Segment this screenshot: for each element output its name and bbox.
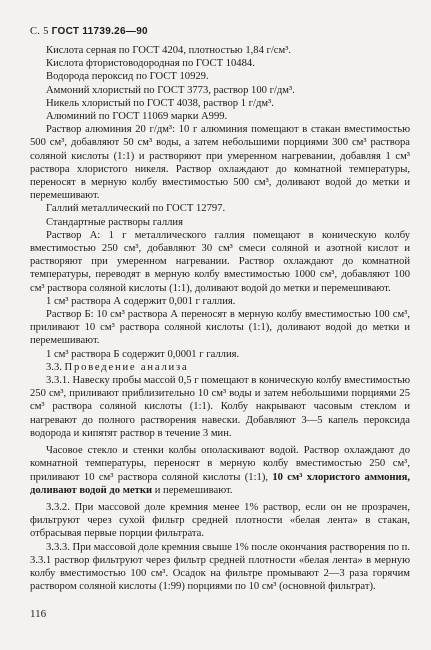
- reagent-line: Кислота фтористоводородная по ГОСТ 10484.: [46, 58, 255, 70]
- reagent-line: Кислота серная по ГОСТ 4204, плотностью 1,84 г/см³.: [46, 45, 292, 56]
- paragraph-3-3-2: 3.3.2. При массовой доле кремния менее 1% раствор, если он не прозрачен, фильтруют через сухой фильтр средней плотности «белая лента» в стакан, отбрасывая первые порции фильтрата.: [30, 501, 410, 540]
- document-body: [30, 44, 410, 593]
- page-number: 116: [30, 608, 47, 620]
- reagent-line: Аммоний хлористый по ГОСТ 3773, раствор 100 г/дм³.: [46, 84, 295, 96]
- wash-text-a: Часовое стекло и стенки колбы ополаскивают водой. Раствор охлаждают до комнатной температуры, переносят в мерную колбу вместимостью 250 см³, приливают 10 см³ раствора соляной кислоты (1:1),: [30, 445, 410, 483]
- paragraph-aluminium-solution: Раствор алюминия 20 г/дм³: 10 г алюминия помещают в стакан вместимостью 500 см³, добавляют 50 см³ воды, а затем небольшими порциями 300 см³ раствора соляной кислоты (1:1) и растворяют при умеренном нагревании, добавляя 1 см³ раствора хлористого никеля. Раствор охлаждают до комнатной температуры, переносят в мерную колбу вместимостью 500 см³, доливают водой до метки и перемешивают.: [30, 124, 410, 202]
- paragraph-3-3-3: 3.3.3. При массовой доле кремния свыше 1% после окончания растворения по п. 3.3.1 раствор фильтруют через фильтр средней плотности «белая лента» в мерную колбу вместимостью 100 см³. Осадок на фильтре промывают 2—3 раза горячим раствором соляной кислоты (1:99) порциями по 10 см³ (основной фильтрат).: [30, 541, 410, 593]
- wash-text-bold: 10 см³ хлористого аммония, доливают водой до метки: [30, 471, 411, 496]
- header-section: С. 5: [30, 26, 49, 37]
- reagent-line: Галлий металлический по ГОСТ 12797.: [46, 203, 226, 215]
- reagent-line: Алюминий по ГОСТ 11069 марки А999.: [46, 111, 228, 123]
- reagent-line: Никель хлористый по ГОСТ 4038, раствор 1 г/дм³.: [46, 97, 274, 109]
- page-header: [30, 26, 148, 37]
- section-title: Проведение анализа: [64, 361, 189, 373]
- reagent-line: Водорода пероксид по ГОСТ 10929.: [46, 71, 209, 83]
- wash-text-c: и перемешивают.: [152, 484, 233, 496]
- section-heading: [30, 361, 410, 374]
- paragraph-solution-a: Раствор А: 1 г металлического галлия помещают в коническую колбу вместимостью 250 см³, добавляют 30 см³ смеси соляной и азотной кислот и растворяют при умеренном нагревании. Раствор охлаждают до комнатной температуры, переводят в мерную колбу вместимостью 1000 см³, добавляют 100 см³ раствора соляной кислоты (1:1), доливают водой до метки и перемешивают.: [30, 229, 410, 294]
- header-standard: ГОСТ 11739.26—90: [51, 26, 148, 37]
- paragraph-3-3-1: 3.3.1. Навеску пробы массой 0,5 г помещают в коническую колбу вместимостью 250 см³, приливают приблизительно 10 см³ воды и затем небольшими порциями 25 см³ раствора соляной кислоты (1:1). Колбу накрывают часовым стеклом и нагревают до полного растворения навески. Добавляют 3—5 капель пероксида водорода и кипятят раствор в течение 3 мин.: [30, 375, 410, 439]
- solution-a-content: 1 см³ раствора А содержит 0,001 г галлия.: [46, 295, 236, 307]
- subheading-gallium-standards: Стандартные растворы галлия: [46, 216, 183, 228]
- section-number: 3.3.: [46, 361, 62, 373]
- paragraph-solution-b: Раствор Б: 10 см³ раствора А переносят в мерную колбу вместимостью 100 см³, приливают 10 см³ раствора соляной кислоты (1:1), доливают водой до метки и перемешивают.: [30, 309, 410, 347]
- solution-b-content: 1 см³ раствора Б содержит 0,0001 г галлия.: [46, 348, 240, 360]
- paragraph-wash: [30, 444, 410, 497]
